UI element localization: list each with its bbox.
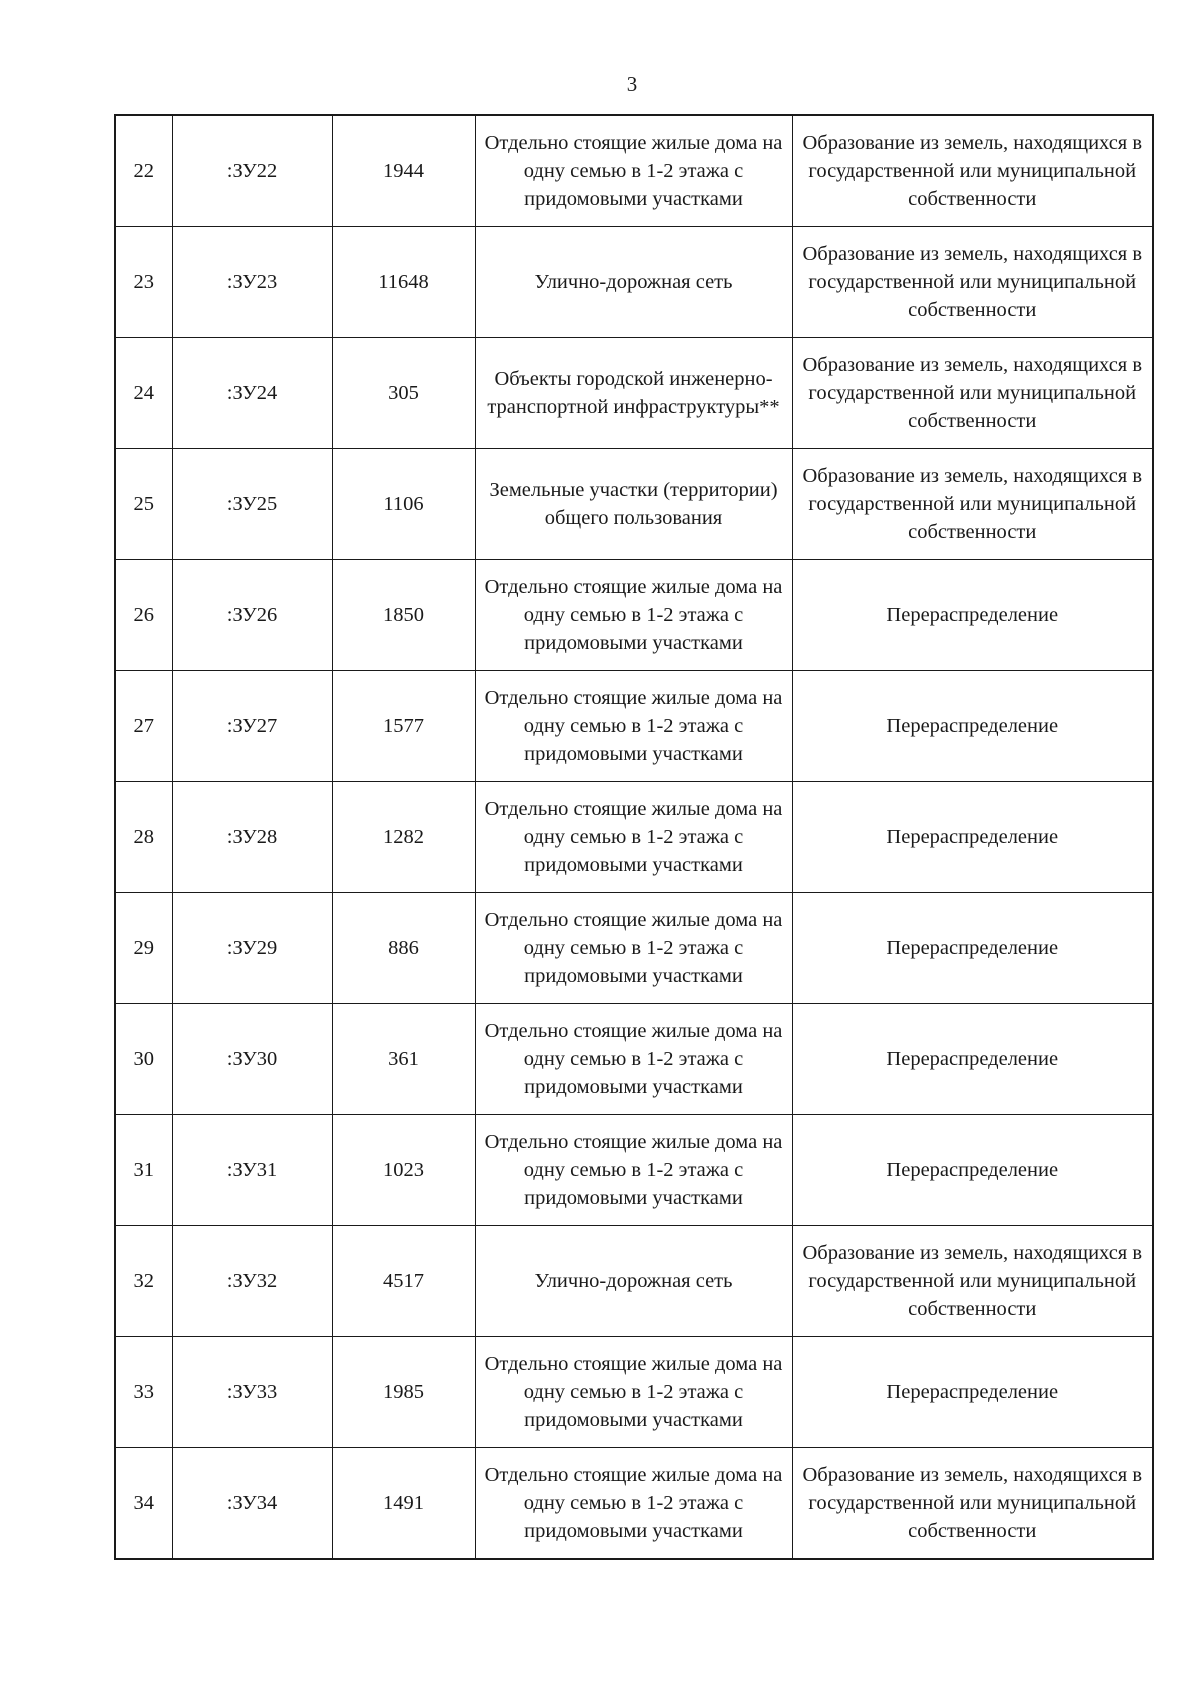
- permitted-use: Отдельно стоящие жилые дома на одну семью в 1-2 этажа с придомовыми участками: [475, 115, 792, 227]
- formation-method: Перераспределение: [792, 560, 1153, 671]
- plot-code: :ЗУ23: [172, 227, 332, 338]
- plot-code: :ЗУ22: [172, 115, 332, 227]
- table-row: [115, 560, 1153, 671]
- permitted-use: Отдельно стоящие жилые дома на одну семью в 1-2 этажа с придомовыми участками: [475, 1115, 792, 1226]
- row-number: 34: [115, 1448, 172, 1560]
- permitted-use: Отдельно стоящие жилые дома на одну семью в 1-2 этажа с придомовыми участками: [475, 893, 792, 1004]
- permitted-use: Земельные участки (территории) общего пользования: [475, 449, 792, 560]
- table-row: [115, 338, 1153, 449]
- row-number: 30: [115, 1004, 172, 1115]
- table-row: [115, 1115, 1153, 1226]
- permitted-use: Отдельно стоящие жилые дома на одну семью в 1-2 этажа с придомовыми участками: [475, 1448, 792, 1560]
- plot-code: :ЗУ31: [172, 1115, 332, 1226]
- plot-area: 1944: [332, 115, 475, 227]
- plot-code: :ЗУ29: [172, 893, 332, 1004]
- formation-method: Перераспределение: [792, 893, 1153, 1004]
- row-number: 22: [115, 115, 172, 227]
- plot-area: 1106: [332, 449, 475, 560]
- land-plots-table: [114, 114, 1154, 1560]
- plot-code: :ЗУ33: [172, 1337, 332, 1448]
- permitted-use: Отдельно стоящие жилые дома на одну семью в 1-2 этажа с придомовыми участками: [475, 560, 792, 671]
- row-number: 27: [115, 671, 172, 782]
- row-number: 25: [115, 449, 172, 560]
- table-row: [115, 893, 1153, 1004]
- plot-code: :ЗУ30: [172, 1004, 332, 1115]
- permitted-use: Объекты городской инженерно-транспортной инфраструктуры**: [475, 338, 792, 449]
- plot-code: :ЗУ26: [172, 560, 332, 671]
- row-number: 33: [115, 1337, 172, 1448]
- permitted-use: Отдельно стоящие жилые дома на одну семью в 1-2 этажа с придомовыми участками: [475, 671, 792, 782]
- formation-method: Перераспределение: [792, 671, 1153, 782]
- plot-area: 1023: [332, 1115, 475, 1226]
- plot-code: :ЗУ32: [172, 1226, 332, 1337]
- row-number: 24: [115, 338, 172, 449]
- formation-method: Перераспределение: [792, 1337, 1153, 1448]
- formation-method: Образование из земель, находящихся в государственной или муниципальной собственности: [792, 227, 1153, 338]
- table-row: [115, 449, 1153, 560]
- plot-code: :ЗУ27: [172, 671, 332, 782]
- formation-method: Перераспределение: [792, 782, 1153, 893]
- table-row: [115, 1337, 1153, 1448]
- permitted-use: Отдельно стоящие жилые дома на одну семью в 1-2 этажа с придомовыми участками: [475, 1004, 792, 1115]
- table-row: [115, 671, 1153, 782]
- table-row: [115, 782, 1153, 893]
- permitted-use: Отдельно стоящие жилые дома на одну семью в 1-2 этажа с придомовыми участками: [475, 782, 792, 893]
- formation-method: Образование из земель, находящихся в государственной или муниципальной собственности: [792, 338, 1153, 449]
- table-row: [115, 115, 1153, 227]
- table-row: [115, 227, 1153, 338]
- plot-area: 1491: [332, 1448, 475, 1560]
- row-number: 26: [115, 560, 172, 671]
- formation-method: Перераспределение: [792, 1004, 1153, 1115]
- plot-area: 305: [332, 338, 475, 449]
- table-row: [115, 1226, 1153, 1337]
- plot-area: 1282: [332, 782, 475, 893]
- plot-area: 1577: [332, 671, 475, 782]
- plot-code: :ЗУ24: [172, 338, 332, 449]
- table-row: [115, 1448, 1153, 1560]
- permitted-use: Улично-дорожная сеть: [475, 1226, 792, 1337]
- formation-method: Образование из земель, находящихся в государственной или муниципальной собственности: [792, 1226, 1153, 1337]
- row-number: 32: [115, 1226, 172, 1337]
- plot-code: :ЗУ25: [172, 449, 332, 560]
- page-number: 3: [626, 72, 638, 96]
- permitted-use: Отдельно стоящие жилые дома на одну семью в 1-2 этажа с придомовыми участками: [475, 1337, 792, 1448]
- plot-area: 1850: [332, 560, 475, 671]
- formation-method: Перераспределение: [792, 1115, 1153, 1226]
- plot-code: :ЗУ28: [172, 782, 332, 893]
- plot-area: 1985: [332, 1337, 475, 1448]
- plot-code: :ЗУ34: [172, 1448, 332, 1560]
- row-number: 31: [115, 1115, 172, 1226]
- table-row: [115, 1004, 1153, 1115]
- row-number: 23: [115, 227, 172, 338]
- formation-method: Образование из земель, находящихся в государственной или муниципальной собственности: [792, 1448, 1153, 1560]
- formation-method: Образование из земель, находящихся в государственной или муниципальной собственности: [792, 449, 1153, 560]
- permitted-use: Улично-дорожная сеть: [475, 227, 792, 338]
- plot-area: 361: [332, 1004, 475, 1115]
- formation-method: Образование из земель, находящихся в государственной или муниципальной собственности: [792, 115, 1153, 227]
- plot-area: 4517: [332, 1226, 475, 1337]
- row-number: 29: [115, 893, 172, 1004]
- row-number: 28: [115, 782, 172, 893]
- plot-area: 886: [332, 893, 475, 1004]
- plot-area: 11648: [332, 227, 475, 338]
